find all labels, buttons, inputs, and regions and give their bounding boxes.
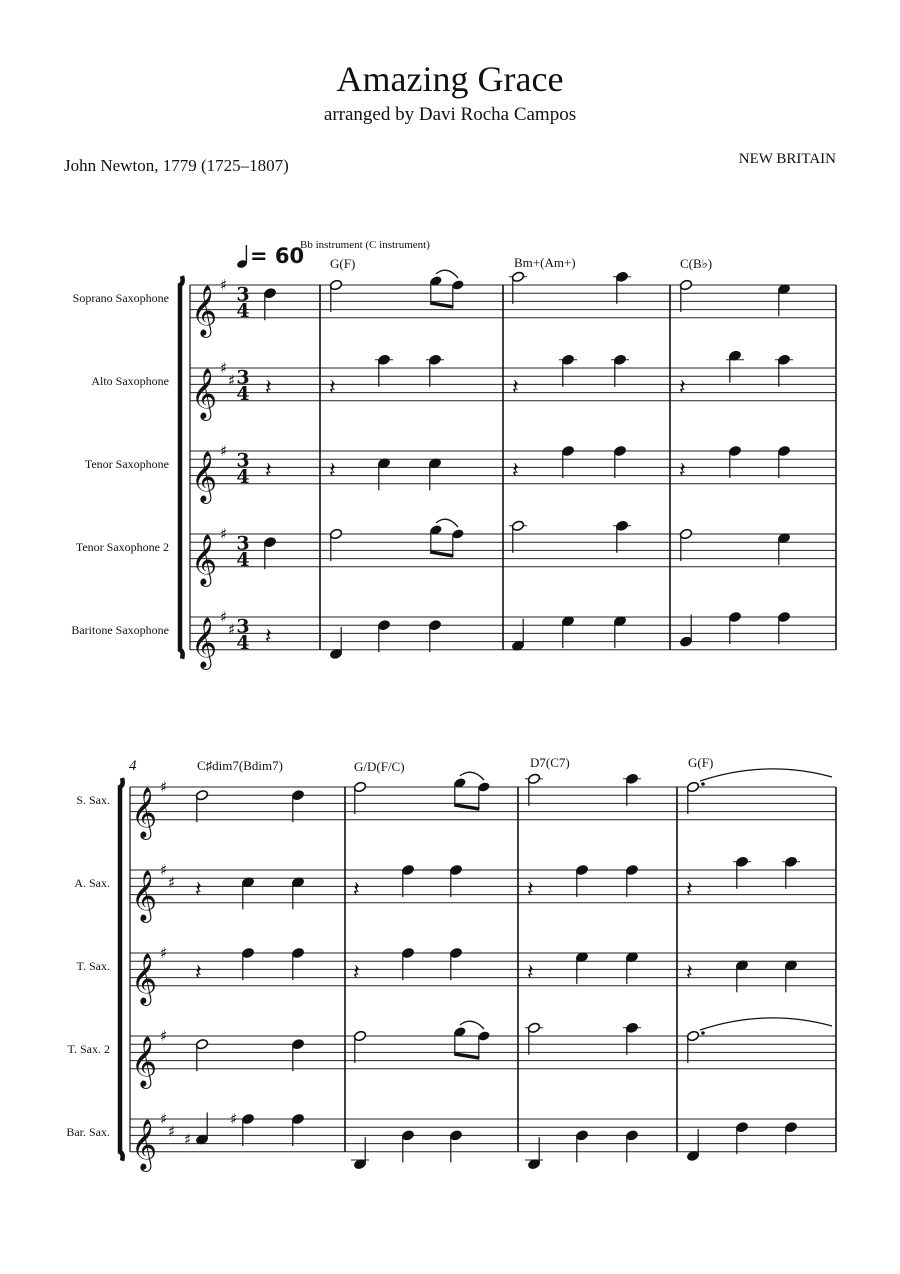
- key-signature-sharp: ♯: [220, 276, 228, 294]
- quarter-rest: 𝄽: [353, 877, 360, 903]
- accidental-sharp: ♯: [184, 1130, 192, 1149]
- augmentation-dot: [701, 1031, 705, 1035]
- key-signature-sharp: ♯: [220, 359, 228, 377]
- key-signature-sharp: ♯: [160, 1027, 168, 1045]
- treble-clef-icon: 𝄞: [191, 616, 218, 668]
- quarter-rest: 𝄽: [329, 458, 336, 484]
- system-bracket: [120, 778, 123, 1161]
- time-signature-top: 3: [236, 532, 250, 555]
- staff-label-tenor: Tenor Saxophone: [84, 457, 169, 471]
- time-signature-top: 3: [236, 615, 250, 638]
- quarter-rest: 𝄽: [686, 877, 693, 903]
- key-signature-sharp: ♯: [220, 608, 228, 626]
- chord-symbol: G(F): [688, 755, 714, 770]
- tune-name: NEW BRITAIN: [738, 151, 836, 167]
- beam: [430, 303, 453, 307]
- quarter-rest: 𝄽: [265, 624, 272, 650]
- treble-clef-icon: 𝄞: [131, 869, 158, 921]
- chord-symbol: G/D(F/C): [354, 759, 405, 774]
- staff-label-baritone: Bar. Sax.: [66, 1125, 110, 1139]
- key-signature-sharp: ♯: [160, 861, 168, 879]
- key-signature-sharp: ♯: [160, 944, 168, 962]
- accidental-sharp: ♯: [230, 1110, 238, 1128]
- quarter-rest: 𝄽: [329, 375, 336, 401]
- chord-symbol: Bm+(Am+): [514, 255, 576, 270]
- time-signature-top: 3: [236, 283, 250, 306]
- key-signature-sharp: ♯: [168, 873, 176, 892]
- key-signature-sharp: ♯: [168, 1122, 176, 1141]
- system-bracket: [180, 276, 183, 659]
- beam: [454, 805, 479, 809]
- time-signature-top: 3: [236, 366, 250, 389]
- quarter-rest: 𝄽: [527, 877, 534, 903]
- quarter-rest: 𝄽: [679, 458, 686, 484]
- key-signature-sharp: ♯: [228, 371, 236, 390]
- key-signature-sharp: ♯: [228, 620, 236, 639]
- treble-clef-icon: 𝄞: [191, 533, 218, 585]
- score-subtitle: arranged by Davi Rocha Campos: [323, 104, 577, 125]
- time-signature-bottom: 4: [236, 299, 250, 322]
- time-signature-bottom: 4: [236, 382, 250, 405]
- treble-clef-icon: 𝄞: [191, 284, 218, 336]
- staff-label-soprano: S. Sax.: [76, 793, 110, 807]
- quarter-rest: 𝄽: [265, 458, 272, 484]
- chord-symbol: C(B♭): [680, 256, 713, 271]
- quarter-rest: 𝄽: [512, 375, 519, 401]
- time-signature-bottom: 4: [236, 465, 250, 488]
- quarter-rest: 𝄽: [686, 960, 693, 986]
- slur: [460, 1021, 484, 1029]
- score-title: Amazing Grace: [336, 59, 564, 99]
- slur: [460, 772, 484, 780]
- tie: [700, 769, 832, 781]
- time-signature-bottom: 4: [236, 631, 250, 654]
- beam: [430, 552, 453, 556]
- staff-label-soprano: Soprano Saxophone: [72, 291, 169, 305]
- slur: [436, 270, 458, 278]
- instrument-note: Bb instrument (C instrument): [300, 239, 430, 251]
- chord-symbol: D7(C7): [530, 755, 570, 770]
- treble-clef-icon: 𝄞: [191, 450, 218, 502]
- treble-clef-icon: 𝄞: [131, 952, 158, 1004]
- time-signature-top: 3: [236, 449, 250, 472]
- treble-clef-icon: 𝄞: [191, 367, 218, 419]
- treble-clef-icon: 𝄞: [131, 1035, 158, 1087]
- augmentation-dot: [701, 782, 705, 786]
- key-signature-sharp: ♯: [160, 1110, 168, 1128]
- poet-credit: John Newton, 1779 (1725–1807): [64, 156, 289, 175]
- staff-label-alto: Alto Saxophone: [91, 374, 169, 388]
- quarter-rest: 𝄽: [195, 877, 202, 903]
- quarter-rest: 𝄽: [527, 960, 534, 986]
- slur: [436, 519, 458, 527]
- chord-symbol: C♯dim7(Bdim7): [197, 758, 283, 773]
- tie: [700, 1018, 832, 1030]
- treble-clef-icon: 𝄞: [131, 1118, 158, 1170]
- quarter-rest: 𝄽: [353, 960, 360, 986]
- time-signature-bottom: 4: [236, 548, 250, 571]
- chord-symbol: G(F): [330, 256, 356, 271]
- quarter-rest: 𝄽: [679, 375, 686, 401]
- key-signature-sharp: ♯: [160, 778, 168, 796]
- key-signature-sharp: ♯: [220, 525, 228, 543]
- quarter-rest: 𝄽: [265, 375, 272, 401]
- staff-label-tenor-2: Tenor Saxophone 2: [75, 540, 169, 554]
- quarter-rest: 𝄽: [512, 458, 519, 484]
- beam: [454, 1054, 479, 1058]
- staff-label-tenor: T. Sax.: [76, 959, 110, 973]
- measure-number: 4: [129, 758, 137, 774]
- treble-clef-icon: 𝄞: [131, 786, 158, 838]
- staff-label-alto: A. Sax.: [74, 876, 110, 890]
- staff-label-baritone: Baritone Saxophone: [71, 623, 169, 637]
- tempo-value: = 60: [250, 244, 305, 268]
- key-signature-sharp: ♯: [220, 442, 228, 460]
- staff-label-tenor-2: T. Sax. 2: [67, 1042, 110, 1056]
- quarter-rest: 𝄽: [195, 960, 202, 986]
